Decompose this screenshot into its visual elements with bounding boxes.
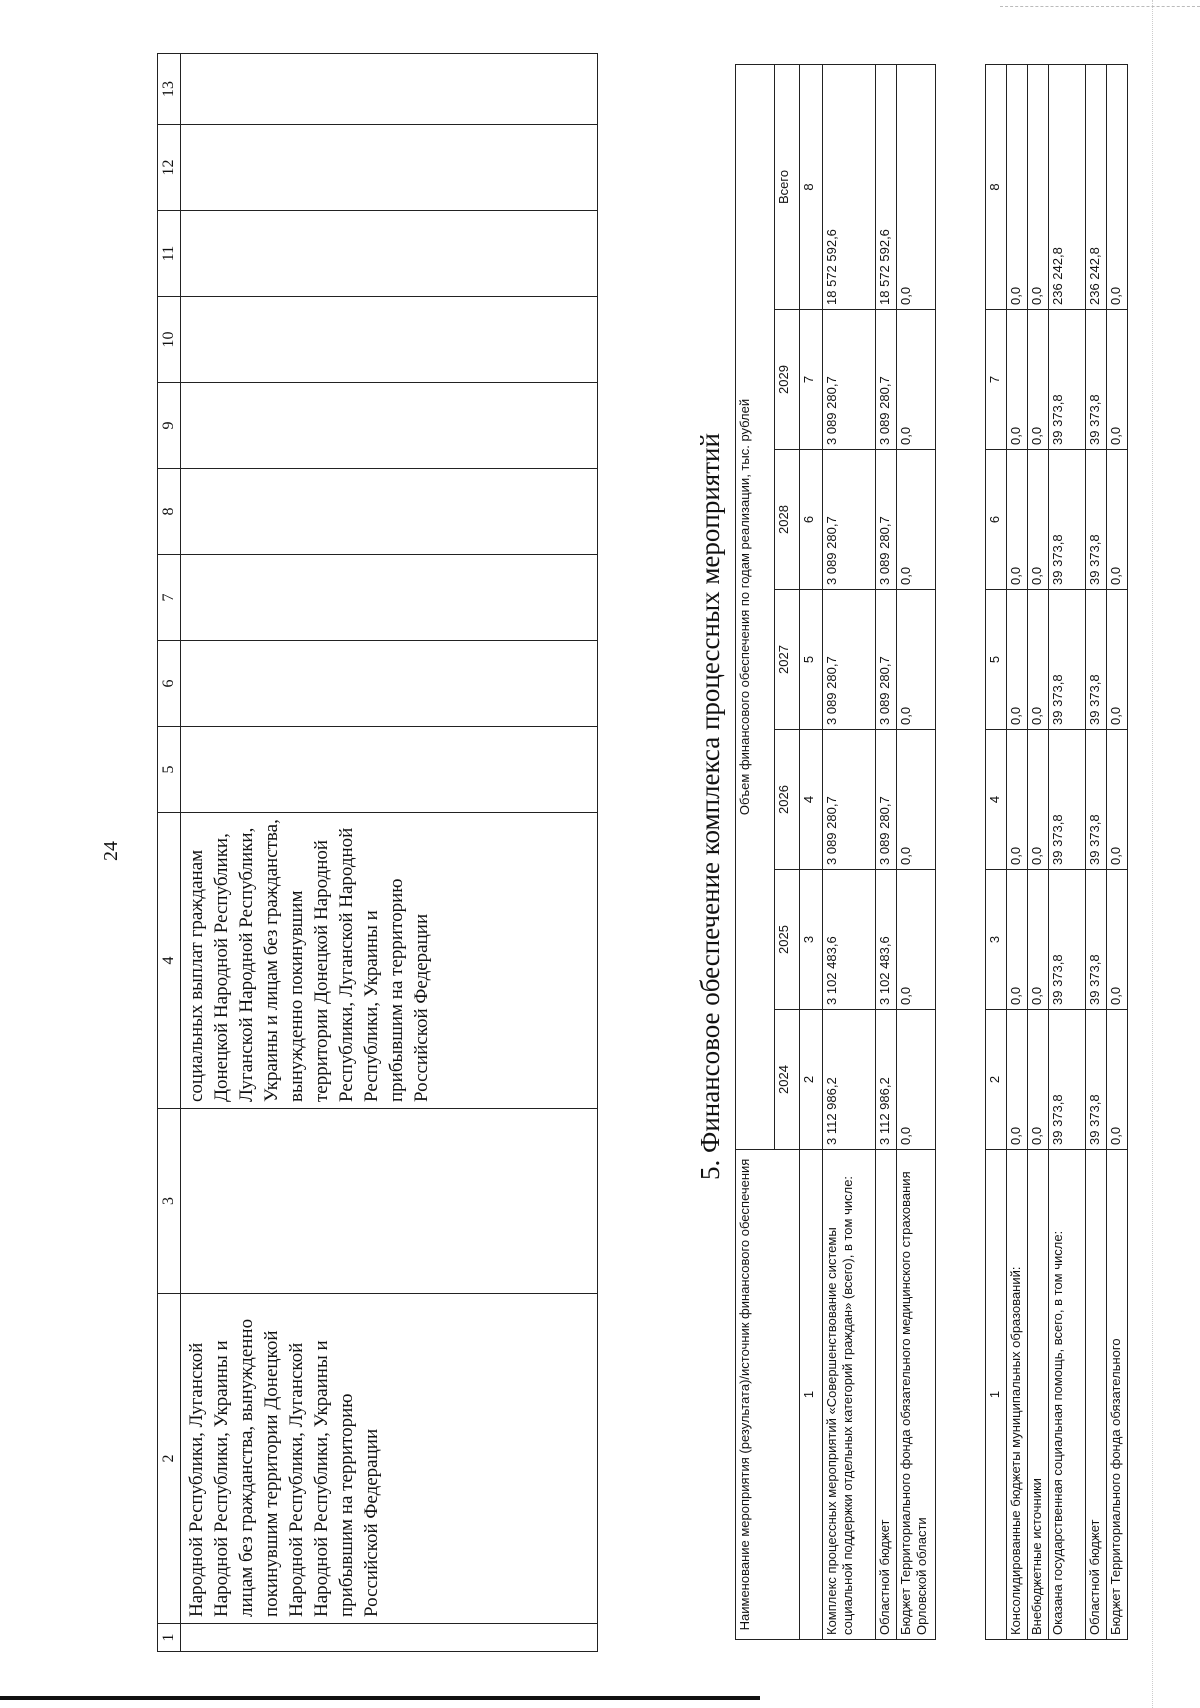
value-cell: 39 373,8 [1086,310,1107,450]
value-cell: 3 089 280,7 [823,450,876,590]
value-cell: 0,0 [1107,730,1128,870]
value-cell: 0,0 [1107,590,1128,730]
table-row [1049,65,1086,1640]
scan-edge-bottom [0,1696,760,1700]
value-cell: 39 373,8 [1049,310,1086,450]
value-cell: 0,0 [1107,310,1128,450]
value-cell: 0,0 [897,1010,936,1150]
column-number: 5 [800,590,823,730]
table-row [823,64,876,1639]
year-header: 2026 [775,730,800,870]
value-cell: 3 112 986,2 [823,1010,876,1150]
row-name: Бюджет Территориального фонда обязательного медицинского страхования Орловской области [897,1150,936,1640]
column-number: 7 [800,310,823,450]
value-cell: 0,0 [897,450,936,590]
column-number: 6 [800,450,823,590]
value-cell: 3 112 986,2 [876,1010,897,1150]
total-cell: 18 572 592,6 [876,64,897,309]
table-row [876,64,897,1639]
column-number: 11 [158,211,181,297]
row-name: Областной бюджет [876,1150,897,1640]
table-cell [181,641,598,727]
column-number: 3 [158,1109,181,1294]
total-header: Всего [775,64,800,309]
value-cell: 3 089 280,7 [876,450,897,590]
financing-table-continued-block [985,65,1145,1640]
column-number: 3 [800,870,823,1010]
year-header: 2024 [775,1010,800,1150]
value-cell: 3 089 280,7 [823,730,876,870]
column-number: 13 [158,54,181,125]
scan-edge-right [1152,0,1153,1708]
column-number: 1 [800,1150,823,1640]
year-header: 2029 [775,310,800,450]
total-cell: 0,0 [897,64,936,309]
value-cell: 0,0 [1007,730,1028,870]
column-number: 2 [158,1294,181,1624]
column-number: 4 [986,730,1007,870]
table-cell [181,297,598,383]
column-number: 8 [986,65,1007,310]
financing-table-block [735,65,965,1640]
section-title: 5. Финансовое обеспечение комплекса процессных мероприятий [695,433,725,1180]
table-cell [181,1109,598,1294]
total-cell: 18 572 592,6 [823,64,876,309]
column-number: 3 [986,870,1007,1010]
table-row [897,64,936,1639]
table-row [1086,65,1107,1640]
value-cell: 0,0 [1007,590,1028,730]
row-name: Областной бюджет [1086,1150,1107,1640]
row-name: Бюджет Территориального фонда обязательного [1107,1150,1128,1640]
table-row [1107,65,1128,1640]
column-number: 6 [158,641,181,727]
recipients-cell: Народной Республики, Луганской Народной Республики, Украины и лицам без гражданства, вынужденно покинувшим территории Донецкой Народной Республики, Луганской Народной Республики, Украины и прибывшим на территорию Российской Федерации [181,1294,598,1624]
value-cell: 0,0 [897,310,936,450]
financing-table [735,64,936,1640]
column-number: 4 [800,730,823,870]
value-cell: 39 373,8 [1086,450,1107,590]
column-number: 2 [986,1010,1007,1150]
value-cell: 0,0 [1028,310,1049,450]
column-number: 7 [158,555,181,641]
value-cell: 39 373,8 [1049,870,1086,1010]
value-cell: 0,0 [1007,450,1028,590]
table-row [1028,65,1049,1640]
total-cell: 236 242,8 [1049,65,1086,310]
table-header-row [736,64,775,1639]
column-header-volume: Объем финансового обеспечения по годам реализации, тыс. рублей [736,64,775,1149]
column-number: 1 [158,1624,181,1652]
value-cell: 39 373,8 [1086,730,1107,870]
table-cell [181,555,598,641]
value-cell: 0,0 [1028,870,1049,1010]
value-cell: 0,0 [1007,870,1028,1010]
value-cell: 39 373,8 [1049,730,1086,870]
table-header-row [158,54,181,1652]
column-number: 8 [158,469,181,555]
value-cell: 3 102 483,6 [823,870,876,1010]
column-number: 1 [986,1150,1007,1640]
table-row [181,54,598,1652]
value-cell: 0,0 [1007,310,1028,450]
table-cell [181,469,598,555]
column-number: 5 [986,590,1007,730]
table-cell [181,1624,598,1652]
column-number-row [800,64,823,1639]
value-cell: 39 373,8 [1049,450,1086,590]
value-cell: 0,0 [1028,730,1049,870]
value-cell: 0,0 [1107,450,1128,590]
value-cell: 3 089 280,7 [823,590,876,730]
value-cell: 0,0 [1028,590,1049,730]
column-number: 10 [158,297,181,383]
value-cell: 0,0 [1028,450,1049,590]
column-number: 7 [986,310,1007,450]
row-name: Внебюджетные источники [1028,1150,1049,1640]
value-cell: 39 373,8 [1049,590,1086,730]
value-cell: 0,0 [1028,1010,1049,1150]
total-cell: 236 242,8 [1086,65,1107,310]
value-cell: 3 089 280,7 [823,310,876,450]
table-cell [181,211,598,297]
value-cell: 0,0 [1107,870,1128,1010]
value-cell: 0,0 [1007,1010,1028,1150]
total-cell: 0,0 [1007,65,1028,310]
section-title-block [690,400,730,1180]
value-cell: 39 373,8 [1049,1010,1086,1150]
column-number-row [986,65,1007,1640]
row-name: Оказана государственная социальная помощь, всего, в том числе: [1049,1150,1086,1640]
column-number: 12 [158,125,181,211]
table-cell [181,125,598,211]
value-cell: 0,0 [1107,1010,1128,1150]
column-number: 8 [800,64,823,309]
total-cell: 0,0 [1028,65,1049,310]
table-cell [181,54,598,125]
financing-table-continued [985,64,1128,1640]
year-header: 2027 [775,590,800,730]
year-header: 2025 [775,870,800,1010]
page-number: 24 [100,841,122,861]
column-number: 6 [986,450,1007,590]
total-cell: 0,0 [1107,65,1128,310]
value-cell: 39 373,8 [1086,870,1107,1010]
row-name: Комплекс процессных мероприятий «Совершенствование системы социальной поддержки отдельных категорий граждан» (всего), в том числе: [823,1150,876,1640]
table-row [1007,65,1028,1640]
column-number: 4 [158,813,181,1109]
value-cell: 0,0 [897,730,936,870]
payments-cell: социальных выплат гражданам Донецкой Народной Республики, Луганской Народной Республики, Украины и лицам без гражданства, вынужденно покинувшим территории Донецкой Народной Республики, Луганской Народной Республики, Украины и прибывшим на территорию Российской Федерации [181,813,598,1109]
column-header-name: Наименование мероприятия (результата)/источник финансового обеспечения [736,1150,800,1640]
value-cell: 0,0 [897,870,936,1010]
table-cell [181,383,598,469]
continuation-table [157,53,598,1652]
value-cell: 3 089 280,7 [876,590,897,730]
value-cell: 3 089 280,7 [876,310,897,450]
table-cell [181,727,598,813]
value-cell: 3 102 483,6 [876,870,897,1010]
column-number: 9 [158,383,181,469]
scan-edge-top [1000,6,1200,7]
row-name: Консолидированные бюджеты муниципальных образований: [1007,1150,1028,1640]
value-cell: 0,0 [897,590,936,730]
value-cell: 39 373,8 [1086,1010,1107,1150]
column-number: 2 [800,1010,823,1150]
value-cell: 3 089 280,7 [876,730,897,870]
year-header: 2028 [775,450,800,590]
column-number: 5 [158,727,181,813]
value-cell: 39 373,8 [1086,590,1107,730]
continuation-table-block [157,59,607,1652]
